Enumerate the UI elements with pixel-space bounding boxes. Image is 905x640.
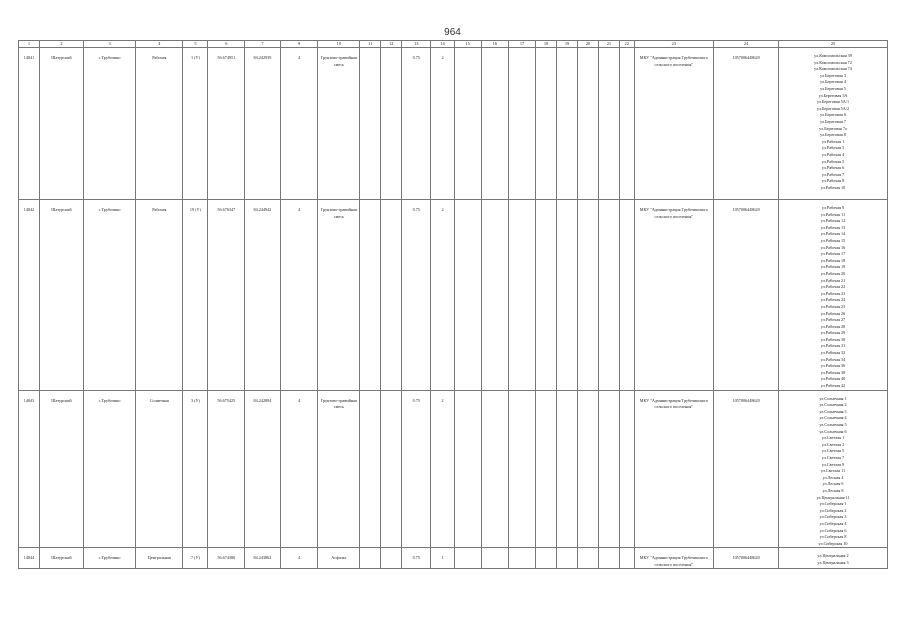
ogrn: 1057006448620 — [714, 48, 779, 200]
containers: 2 — [431, 200, 454, 391]
address-entry: ул.Рабочая 34 — [820, 356, 846, 362]
object-code: 7 (У) — [183, 548, 208, 569]
ogrn: 1057006448620 — [714, 548, 779, 569]
address-entry: ул.Рабочая 10 — [820, 184, 846, 190]
column-number-row — [19, 41, 888, 48]
volume: 0.75 — [402, 48, 431, 200]
address-entry: ул.Рабочая 23 — [820, 290, 846, 296]
address-entry: ул.Светлая 7 — [821, 454, 845, 460]
owner: МКУ "Администрация Трубечинского сельского поселения" — [634, 548, 714, 569]
page-number: 964 — [444, 27, 461, 38]
address-entry: ул.Солнечная 3 — [819, 408, 847, 414]
surface-type: Грунтово-гравийная смесь — [318, 48, 360, 200]
column-number: 13 — [402, 41, 431, 48]
address-entry: ул.Комсомольская 39 — [814, 53, 852, 58]
street: Рабочая — [136, 200, 183, 391]
address-entry: ул.Рабочая 26 — [820, 310, 846, 316]
address-entry: ул.Сиберская 8 — [819, 534, 847, 540]
volume: 0.75 — [402, 548, 431, 569]
column-number: 6 — [208, 41, 245, 48]
object-code: 3 (У) — [183, 390, 208, 548]
table-row — [19, 390, 888, 548]
address-entry: ул.Береговая 7а — [819, 125, 847, 131]
owner: МКУ "Администрация Трубечинского сельского поселения" — [634, 390, 714, 548]
address-entry: ул.Рабочая 32 — [820, 350, 846, 356]
address-entry: ул.Лесная 6 — [822, 481, 844, 487]
address-entry: ул.Береговая 4 — [820, 79, 846, 85]
address-entry: ул.Лесная 8 — [822, 487, 844, 493]
address-entry: ул.Рабочая 3 — [821, 145, 845, 151]
column-number: 10 — [318, 41, 360, 48]
address-entry: ул.Рабочая 4 — [821, 151, 845, 157]
column-number: 21 — [598, 41, 619, 48]
settlement: с.Трубечино — [83, 390, 135, 548]
address-list — [779, 200, 888, 391]
address-entry: ул.Солнечная 4 — [819, 415, 847, 421]
count: 4 — [280, 200, 318, 391]
settlement: с.Трубечино — [83, 548, 135, 569]
registry-table — [18, 40, 888, 569]
address-entry: ул.Сиберская 2 — [819, 507, 847, 513]
address-entry: ул.Комсомольская 74 — [814, 66, 852, 72]
object-code: 1 (У) — [183, 48, 208, 200]
address-entry: ул.Светлая 11 — [820, 468, 846, 474]
address-entry: ул.Светлая 2 — [821, 441, 845, 447]
containers: 2 — [431, 390, 454, 548]
address-entry: ул.Рабочая 24 — [820, 297, 846, 303]
latitude: 56.675425 — [208, 390, 245, 548]
column-number: 5 — [183, 41, 208, 48]
address-entry: ул.Береговая 8 — [820, 132, 846, 138]
district: Шатурский — [39, 548, 83, 569]
row-id: 14044 — [19, 548, 40, 569]
column-number: 7 — [245, 41, 281, 48]
address-entry: ул.Сиберская 1 — [819, 501, 847, 507]
address-entry: ул.Рабочая 40 — [820, 376, 846, 382]
address-entry: ул.Рабочая 6 — [821, 165, 845, 171]
address-entry: ул.Рабочая 5 — [821, 158, 845, 164]
address-entry: ул.Рабочая 19 — [820, 264, 846, 270]
address-entry: ул.Береговая 3 — [820, 72, 846, 78]
column-number: 2 — [39, 41, 83, 48]
column-number: 11 — [360, 41, 381, 48]
address-entry: ул.Рабочая 18 — [820, 257, 846, 263]
longitude: 84.244942 — [245, 200, 281, 391]
address-entry: ул.Рабочая 13 — [820, 224, 846, 230]
column-number: 14 — [431, 41, 454, 48]
address-entry: ул.Светлая 1 — [821, 435, 845, 441]
address-entry: ул.Солнечная 6 — [819, 428, 847, 434]
district: Шатурский — [39, 200, 83, 391]
ogrn: 1057006448620 — [714, 200, 779, 391]
table-row — [19, 48, 888, 200]
volume: 0.75 — [402, 200, 431, 391]
row-id: 14043 — [19, 390, 40, 548]
address-entry: ул.Солнечная 5 — [819, 422, 847, 427]
column-number: 16 — [481, 41, 508, 48]
surface-type: Грунтово-гравийная смесь — [318, 200, 360, 391]
table-row — [19, 548, 888, 569]
row-id: 14041 — [19, 48, 40, 200]
address-list — [779, 48, 888, 200]
address-entry: ул.Лесная 4 — [822, 474, 844, 480]
address-entry: ул.Береговая 7 — [820, 118, 846, 124]
address-list — [779, 548, 888, 569]
column-number: 25 — [779, 41, 888, 48]
address-entry: ул.Рабочая 9 — [821, 205, 845, 210]
address-entry: ул.Рабочая 15 — [820, 237, 846, 243]
address-entry: ул.Рабочая 29 — [820, 330, 846, 336]
address-entry: ул.Береговая 6 — [820, 112, 846, 118]
object-code: 19 (У) — [183, 200, 208, 391]
address-entry: ул.Светлая 9 — [821, 461, 845, 467]
column-number: 3 — [83, 41, 135, 48]
count: 4 — [280, 48, 318, 200]
settlement: с.Трубечино — [83, 200, 135, 391]
address-entry: ул.Рабочая 17 — [820, 251, 846, 257]
address-entry: ул.Рабочая 14 — [820, 231, 846, 237]
address-entry: ул.Сиберская 3 — [819, 514, 847, 520]
ogrn: 1057006448620 — [714, 390, 779, 548]
longitude: 84.242894 — [245, 390, 281, 548]
containers: 1 — [431, 548, 454, 569]
address-entry: ул.Рабочая 42 — [820, 383, 846, 389]
address-entry: ул.Сиберская 4 — [819, 520, 847, 526]
column-number: 20 — [578, 41, 599, 48]
address-entry: ул.Рабочая 22 — [820, 284, 846, 290]
address-entry: ул.Солнечная 1 — [819, 395, 847, 401]
column-number: 17 — [508, 41, 535, 48]
column-number: 19 — [557, 41, 578, 48]
address-entry: ул.Береговая 5А — [818, 92, 848, 98]
longitude: 84.242939 — [245, 48, 281, 200]
address-entry: ул.Рабочая 36 — [820, 363, 846, 369]
address-entry: ул.Рабочая 31 — [820, 343, 846, 349]
row-id: 14042 — [19, 200, 40, 391]
street: Рабочая — [136, 48, 183, 200]
address-entry: ул.Сиберская 10 — [818, 540, 848, 546]
address-entry: ул.Светлая 5 — [821, 448, 845, 454]
column-number: 4 — [136, 41, 183, 48]
column-number: 22 — [619, 41, 634, 48]
settlement: с.Трубечино — [83, 48, 135, 200]
owner: МКУ "Администрация Трубечинского сельского поселения" — [634, 48, 714, 200]
surface-type: Асфальт — [318, 548, 360, 569]
address-entry: ул.Рабочая 25 — [820, 303, 846, 309]
address-entry: ул.Береговая 5А/2 — [816, 105, 850, 111]
street: Центральная — [136, 548, 183, 569]
address-entry: ул.Рабочая 38 — [820, 369, 846, 375]
address-entry: ул.Центральная 11 — [816, 494, 850, 500]
volume: 0.75 — [402, 390, 431, 548]
address-entry: ул.Рабочая 11 — [820, 211, 846, 217]
longitude: 84.243862 — [245, 548, 281, 569]
district: Шатурский — [39, 390, 83, 548]
count: 4 — [280, 390, 318, 548]
column-number: 1 — [19, 41, 40, 48]
address-entry: ул.Рабочая 7 — [821, 171, 845, 177]
address-entry: ул.Рабочая 1 — [821, 138, 845, 144]
address-list — [779, 390, 888, 548]
address-entry: ул.Береговая 5 — [820, 85, 846, 91]
column-number: 9 — [280, 41, 318, 48]
address-entry: ул.Рабочая 20 — [820, 270, 846, 276]
count: 4 — [280, 548, 318, 569]
address-entry: ул.Рабочая 30 — [820, 336, 846, 342]
latitude: 56.674386 — [208, 548, 245, 569]
containers: 2 — [431, 48, 454, 200]
column-number: 18 — [536, 41, 557, 48]
address-entry: ул.Комсомольская 72 — [814, 59, 852, 65]
address-entry: ул.Солнечная 2 — [819, 402, 847, 408]
street: Солнечная — [136, 390, 183, 548]
column-number: 15 — [454, 41, 481, 48]
column-number: 12 — [381, 41, 402, 48]
owner: МКУ "Администрация Трубечинского сельского поселения" — [634, 200, 714, 391]
column-number: 23 — [634, 41, 714, 48]
address-entry: ул.Рабочая 8 — [821, 178, 845, 184]
surface-type: Грунтово-гравийная смесь — [318, 390, 360, 548]
column-number: 24 — [714, 41, 779, 48]
district: Шатурский — [39, 48, 83, 200]
address-entry: ул.Рабочая 12 — [820, 218, 846, 224]
table-row — [19, 200, 888, 391]
latitude: 56.676347 — [208, 200, 245, 391]
address-entry: ул.Рабочая 16 — [820, 244, 846, 250]
address-entry: ул.Рабочая 27 — [820, 317, 846, 323]
address-entry: ул.Сиберская 6 — [819, 527, 847, 533]
address-entry: ул.Рабочая 28 — [820, 323, 846, 329]
latitude: 56.674951 — [208, 48, 245, 200]
address-entry: ул.Центральная 2 — [817, 553, 849, 559]
address-entry: ул.Центральная 3 — [817, 559, 849, 565]
address-entry: ул.Рабочая 21 — [820, 277, 846, 283]
address-entry: ул.Береговая 5А/1 — [816, 99, 850, 105]
